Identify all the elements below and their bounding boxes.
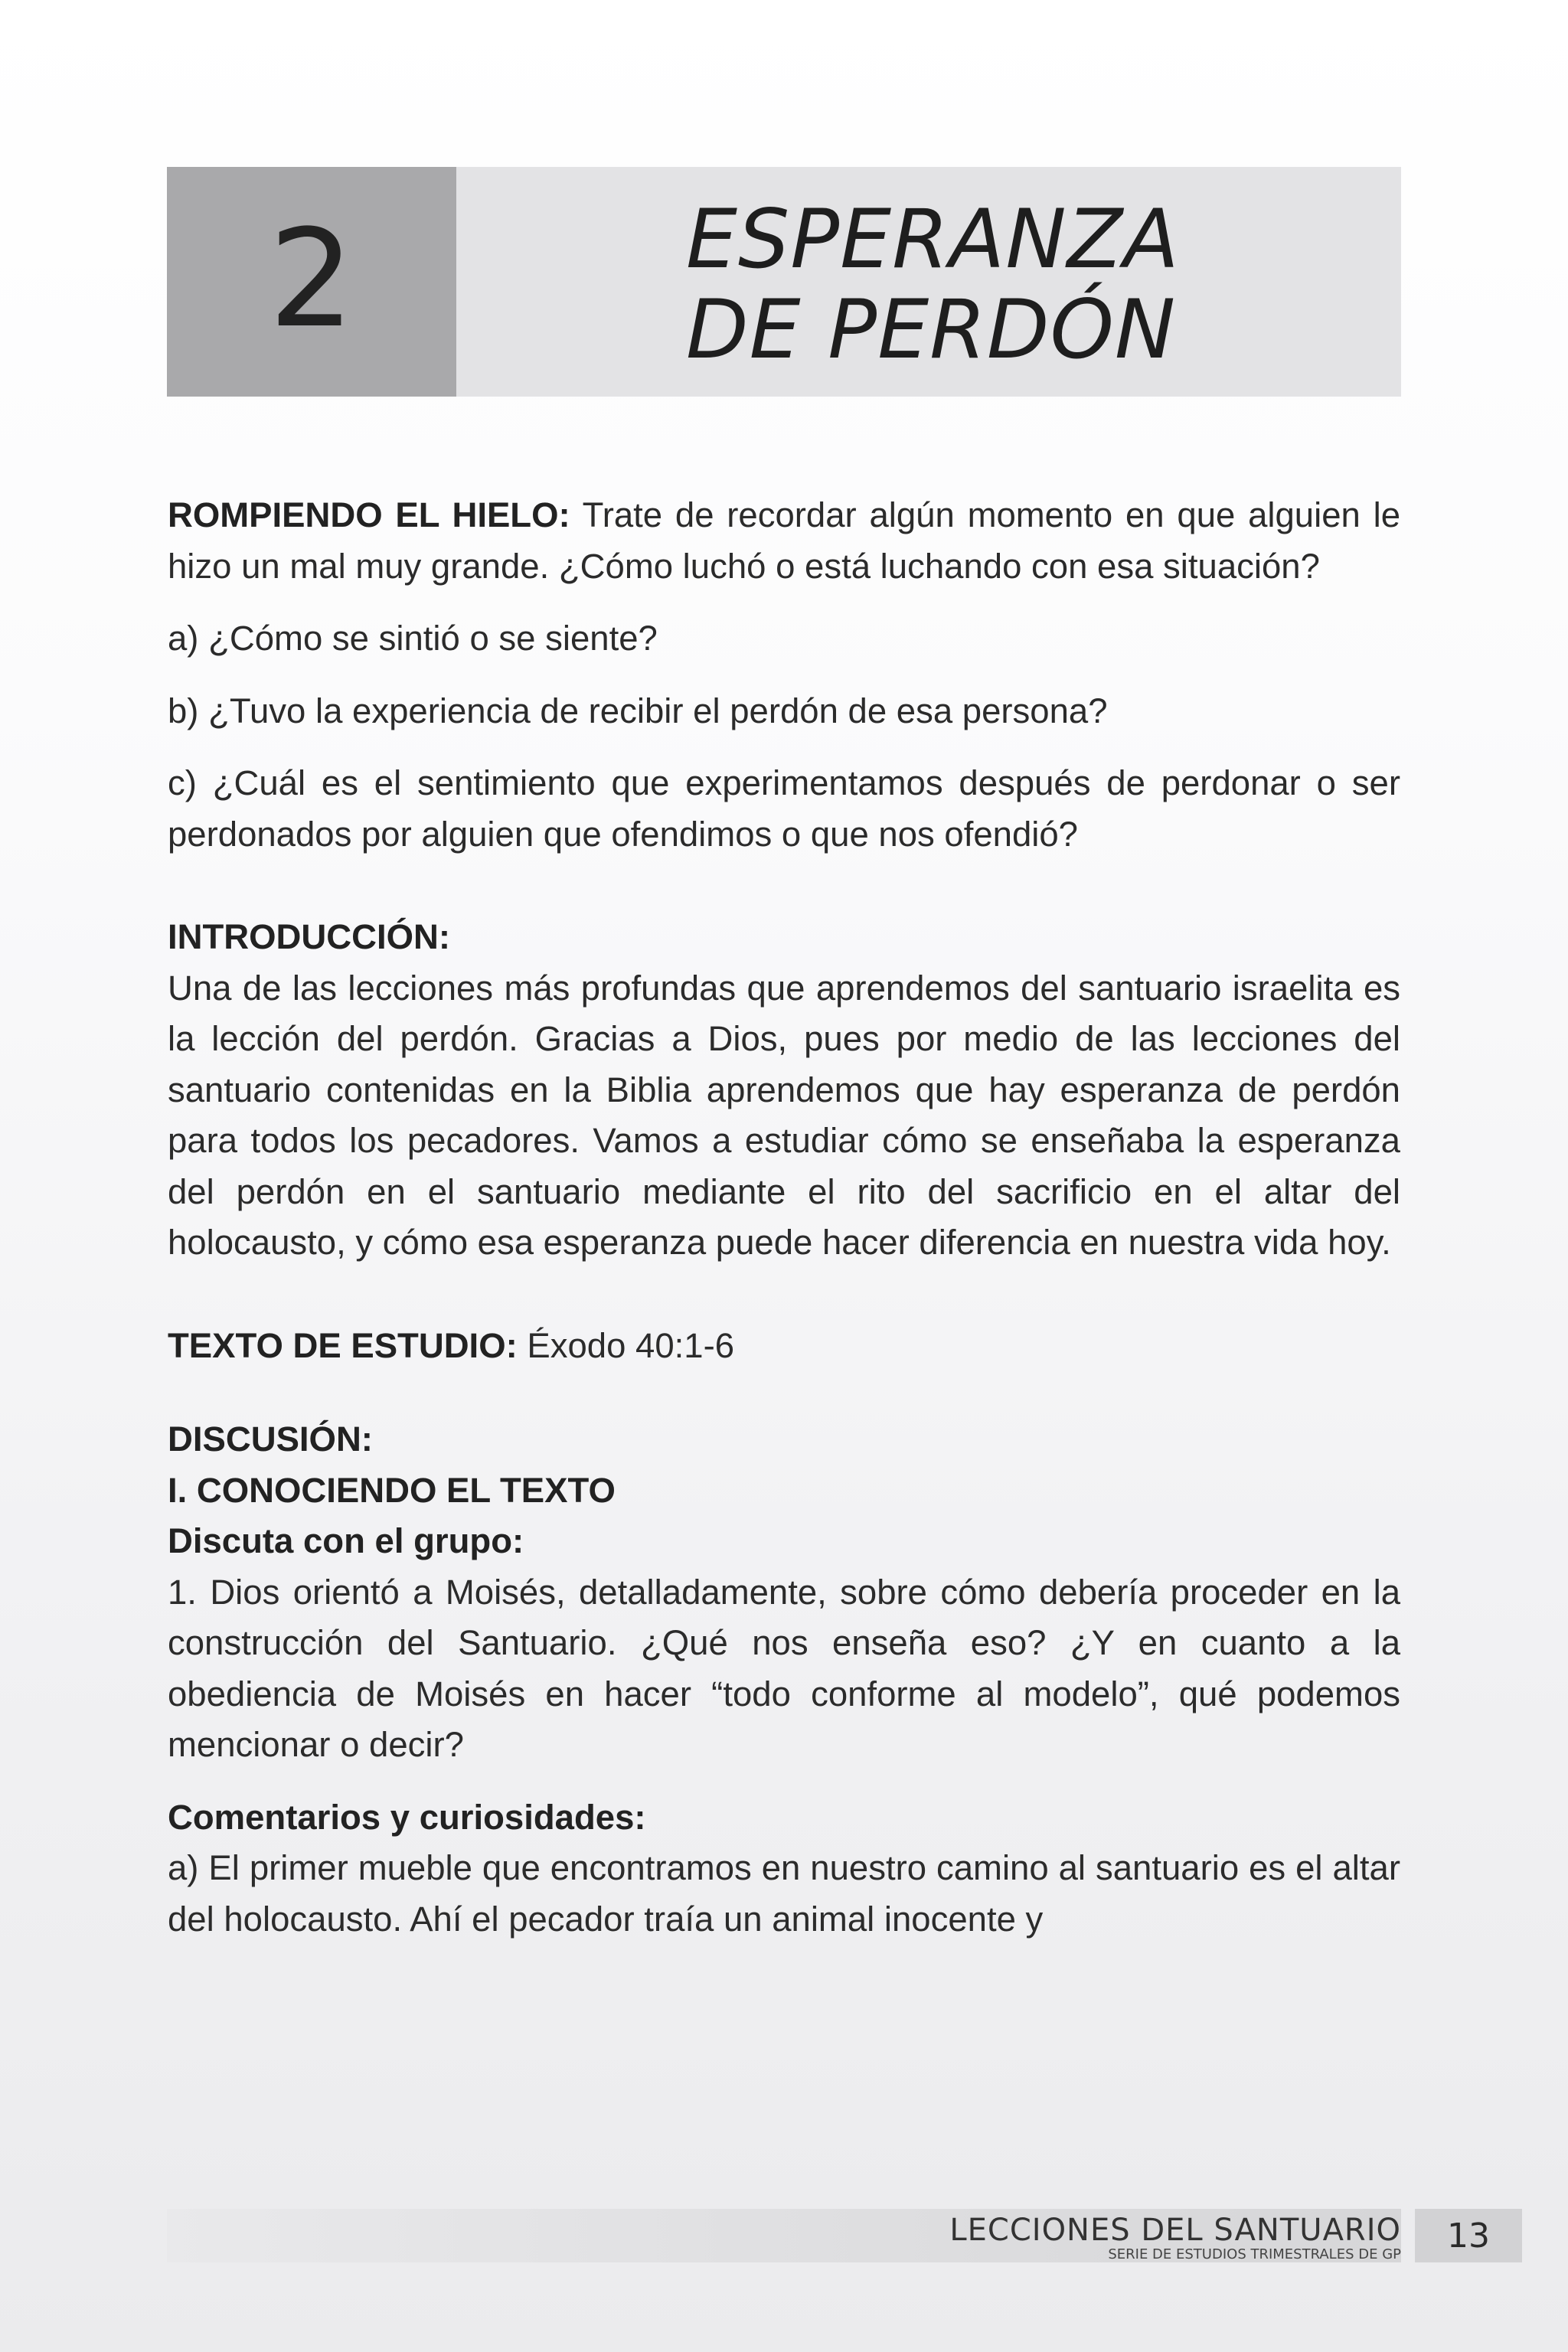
chapter-header [167,167,1401,397]
footer-series-title: LECCIONES DEL SANTUARIO [949,2213,1401,2248]
group-discussion-label: Discuta con el grupo: [168,1521,524,1560]
discussion-question-1: 1. Dios orientó a Moisés, detalladamente, sobre cómo debería proceder en la construcción del Santuario. ¿Qué nos enseña eso? ¿Y en cuanto a la obediencia de Moisés en hacer “todo conforme al modelo”, qué podemos mencionar o decir? [168,1572,1400,1764]
chapter-title-line-1: ESPERANZA [686,192,1180,286]
discussion-heading: DISCUSIÓN: [168,1419,373,1459]
comments-heading: Comentarios y curiosidades: [168,1797,646,1837]
lesson-content [168,490,1400,1945]
page-number-box [1415,2209,1522,2262]
study-text-label: TEXTO DE ESTUDIO: [168,1325,518,1365]
chapter-title [686,194,1180,375]
chapter-title-box [456,167,1401,397]
page-number: 13 [1447,2216,1490,2256]
introduction-text: Una de las lecciones más profundas que aprendemos del santuario israelita es la lección del perdón. Gracias a Dios, pues por medio de las lecciones del santuario contenidas en la Biblia aprendemos que hay esperanza de perdón para todos los pecadores. Vamos a estudiar cómo se enseñaba la esperanza del perdón en el santuario mediante el rito del sacrificio en el altar del holocausto, y cómo esa esperanza puede hacer diferencia en nuestra vida hoy. [168,968,1400,1262]
icebreaker-question-c: c) ¿Cuál es el sentimiento que experimentamos después de perdonar o ser perdonados por alguien que ofendimos o que nos ofendió? [168,763,1400,854]
study-text-reference: Éxodo 40:1-6 [517,1325,735,1365]
icebreaker-question-b: b) ¿Tuvo la experiencia de recibir el perdón de esa persona? [168,691,1108,730]
footer-bar [167,2209,1401,2262]
chapter-title-line-2: DE PERDÓN [686,283,1177,377]
icebreaker-text: Trate de recordar algún momento en que alguien le hizo un mal muy grande. ¿Cómo luchó o está luchando con esa situación? [168,495,1400,586]
icebreaker-question-a: a) ¿Cómo se sintió o se siente? [168,619,658,658]
icebreaker-label: ROMPIENDO EL HIELO: [168,495,570,534]
chapter-number-box [167,167,456,397]
chapter-number: 2 [269,201,354,358]
comment-a: a) El primer mueble que encontramos en nuestro camino al santuario es el altar del holocausto. Ahí el pecador traía un animal inocente y [168,1848,1400,1939]
introduction-heading: INTRODUCCIÓN: [168,917,451,956]
study-text-paragraph [168,1321,1400,1372]
icebreaker-paragraph [168,490,1400,592]
section-title: I. CONOCIENDO EL TEXTO [168,1470,616,1510]
footer-series-subtitle: SERIE DE ESTUDIOS TRIMESTRALES DE GP [1108,2246,1401,2262]
